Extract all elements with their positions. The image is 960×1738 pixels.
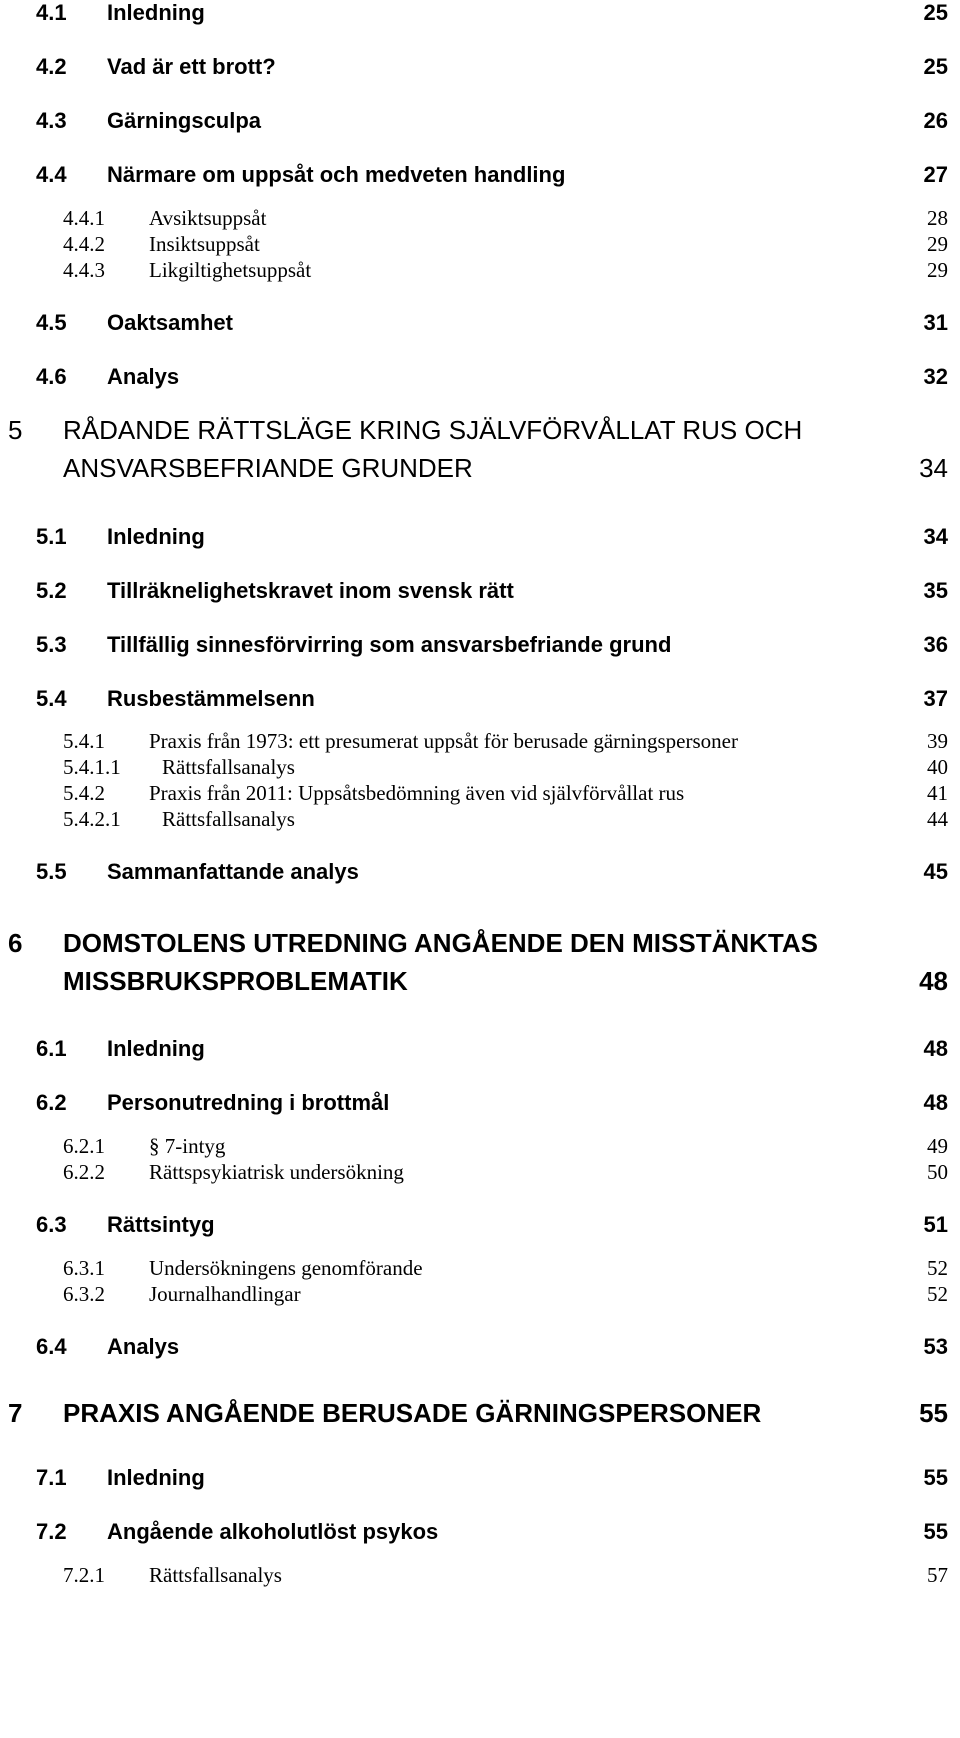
toc-page-number: 40 bbox=[927, 755, 948, 779]
toc-title: Undersökningens genomförande bbox=[149, 1256, 423, 1280]
toc-title: Sammanfattande analys bbox=[107, 859, 359, 884]
toc-number: 7 bbox=[8, 1398, 23, 1428]
toc-number: 4.4.1 bbox=[63, 206, 105, 230]
toc-number: 5.1 bbox=[36, 524, 67, 549]
toc-page-number: 55 bbox=[923, 1519, 948, 1544]
toc-page-number: 31 bbox=[923, 310, 948, 335]
toc-page-number: 27 bbox=[923, 162, 948, 187]
toc-number: 5.4.2 bbox=[63, 781, 105, 805]
toc-number: 5 bbox=[8, 415, 23, 445]
toc-page-number: 25 bbox=[923, 0, 948, 25]
toc-title-line-2: MISSBRUKSPROBLEMATIK bbox=[63, 966, 408, 996]
toc-title: Rättsfallsanalys bbox=[162, 807, 295, 831]
toc-number: 4.5 bbox=[36, 310, 67, 335]
toc-page-number: 44 bbox=[927, 807, 948, 831]
toc-number: 6.2.1 bbox=[63, 1134, 105, 1158]
toc-title: Vad är ett brott? bbox=[107, 54, 276, 79]
toc-title: Närmare om uppsåt och medveten handling bbox=[107, 162, 566, 187]
toc-title: Inledning bbox=[107, 524, 205, 549]
toc-title: Oaktsamhet bbox=[107, 310, 233, 335]
toc-number: 7.2 bbox=[36, 1519, 67, 1544]
toc-title: Rättsfallsanalys bbox=[149, 1563, 282, 1587]
toc-title: Rättspsykiatrisk undersökning bbox=[149, 1160, 404, 1184]
toc-title: § 7-intyg bbox=[149, 1134, 226, 1158]
toc-page-number: 41 bbox=[927, 781, 948, 805]
toc-title: Inledning bbox=[107, 0, 205, 25]
toc-number: 4.6 bbox=[36, 364, 67, 389]
toc-title: Inledning bbox=[107, 1036, 205, 1061]
toc-title: Analys bbox=[107, 364, 180, 389]
toc-number: 6.3.2 bbox=[63, 1282, 105, 1306]
toc-title-line-2: ANSVARSBEFRIANDE GRUNDER bbox=[63, 453, 473, 483]
toc-number: 4.4.3 bbox=[63, 258, 105, 282]
toc-number: 6.2 bbox=[36, 1090, 67, 1115]
toc-title: Tillfällig sinnesförvirring som ansvarsbefriande grund bbox=[107, 632, 672, 657]
toc-title-line-1: DOMSTOLENS UTREDNING ANGÅENDE DEN MISSTÄNKTAS bbox=[63, 928, 818, 958]
toc-page-number: 25 bbox=[923, 54, 948, 79]
toc-number: 5.4.1 bbox=[63, 729, 105, 753]
toc-page-number: 35 bbox=[923, 578, 948, 603]
toc-number: 4.1 bbox=[36, 0, 67, 25]
toc-page-number: 29 bbox=[927, 258, 948, 282]
toc-page-number: 57 bbox=[927, 1563, 948, 1587]
toc-number: 6.3.1 bbox=[63, 1256, 105, 1280]
toc-title: Insiktsuppsåt bbox=[149, 232, 260, 256]
toc-page-number: 34 bbox=[923, 524, 948, 549]
toc-title: Rusbestämmelsenn bbox=[107, 686, 315, 711]
toc-page-number: 34 bbox=[919, 453, 948, 483]
toc-page-number: 28 bbox=[927, 206, 948, 230]
toc-number: 5.2 bbox=[36, 578, 67, 603]
toc-page-number: 50 bbox=[927, 1160, 948, 1184]
toc-page-number: 52 bbox=[927, 1282, 948, 1306]
toc-title: Likgiltighetsuppsåt bbox=[149, 258, 312, 282]
toc-number: 5.4 bbox=[36, 686, 67, 711]
toc-title: Praxis från 1973: ett presumerat uppsåt för berusade gärningspersoner bbox=[149, 729, 738, 753]
toc-number: 6.1 bbox=[36, 1036, 67, 1061]
toc-number: 7.1 bbox=[36, 1465, 67, 1490]
toc-number: 4.2 bbox=[36, 54, 67, 79]
toc-number: 5.4.1.1 bbox=[63, 755, 121, 779]
toc-page-number: 45 bbox=[923, 859, 948, 884]
toc-number: 6.4 bbox=[36, 1334, 67, 1359]
toc-number: 4.3 bbox=[36, 108, 67, 133]
toc-title: Journalhandlingar bbox=[149, 1282, 301, 1306]
toc-title-line-1: RÅDANDE RÄTTSLÄGE KRING SJÄLVFÖRVÅLLAT RUS OCH bbox=[63, 415, 803, 445]
toc-title: Rättsfallsanalys bbox=[162, 755, 295, 779]
toc-title: Tillräknelighetskravet inom svensk rätt bbox=[107, 578, 514, 603]
toc-number: 4.4 bbox=[36, 162, 67, 187]
toc-title: Inledning bbox=[107, 1465, 205, 1490]
toc-title: Angående alkoholutlöst psykos bbox=[107, 1519, 439, 1544]
toc-page-number: 55 bbox=[923, 1465, 948, 1490]
toc-page-number: 48 bbox=[923, 1090, 948, 1115]
toc-page-number: 52 bbox=[927, 1256, 948, 1280]
toc-page-number: 29 bbox=[927, 232, 948, 256]
toc-page-number: 48 bbox=[919, 966, 948, 996]
toc-page-number: 26 bbox=[923, 108, 948, 133]
toc-title: Praxis från 2011: Uppsåtsbedömning även vid självförvållat rus bbox=[149, 781, 685, 805]
toc-page-number: 51 bbox=[923, 1212, 948, 1237]
toc-page-number: 55 bbox=[919, 1398, 948, 1428]
toc-page-number: 36 bbox=[923, 632, 948, 657]
toc-page-number: 49 bbox=[927, 1134, 948, 1158]
toc-title: Personutredning i brottmål bbox=[107, 1090, 390, 1115]
toc-page-number: 53 bbox=[923, 1334, 948, 1359]
toc-number: 5.4.2.1 bbox=[63, 807, 121, 831]
toc-number: 5.5 bbox=[36, 859, 67, 884]
toc-title: Rättsintyg bbox=[107, 1212, 215, 1237]
toc-title: PRAXIS ANGÅENDE BERUSADE GÄRNINGSPERSONER bbox=[63, 1398, 762, 1428]
toc-title: Avsiktsuppsåt bbox=[149, 206, 267, 230]
toc-page-number: 37 bbox=[923, 686, 948, 711]
toc-page-number: 32 bbox=[923, 364, 948, 389]
toc-page-number: 39 bbox=[927, 729, 948, 753]
toc-number: 6.3 bbox=[36, 1212, 67, 1237]
toc-title: Gärningsculpa bbox=[107, 108, 262, 133]
toc-number: 6.2.2 bbox=[63, 1160, 105, 1184]
toc-title: Analys bbox=[107, 1334, 180, 1359]
toc-number: 7.2.1 bbox=[63, 1563, 105, 1587]
toc-page-number: 48 bbox=[923, 1036, 948, 1061]
toc-number: 6 bbox=[8, 928, 23, 958]
toc-number: 4.4.2 bbox=[63, 232, 105, 256]
toc-number: 5.3 bbox=[36, 632, 67, 657]
